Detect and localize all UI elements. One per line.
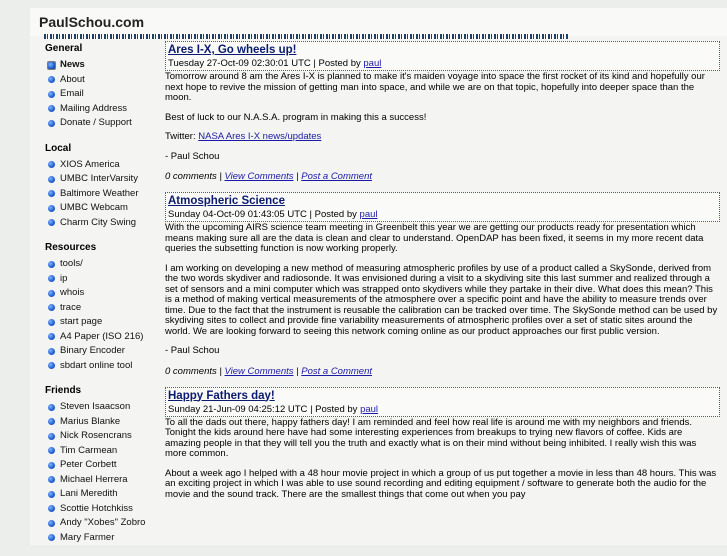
sidebar-item-label: XIOS America xyxy=(60,158,120,170)
post-comment-link[interactable]: Post a Comment xyxy=(301,171,372,182)
sidebar-heading: General xyxy=(45,43,83,54)
sidebar-item-umbc-webcam[interactable] xyxy=(30,201,162,216)
bullet-icon xyxy=(48,219,55,226)
post-comment-link[interactable]: Post a Comment xyxy=(301,365,372,377)
sidebar-item-about[interactable] xyxy=(30,73,162,88)
sidebar-item-label: News xyxy=(60,59,85,70)
author-link[interactable]: paul xyxy=(359,209,378,220)
post-signature: - Paul Schou xyxy=(165,345,220,356)
bullet-icon xyxy=(48,348,55,355)
bullet-icon xyxy=(48,447,55,454)
post-paragraph: I am working on developing a new method of measuring atmospheric profiles by use of a product called a SkySonde, derived from the two words skydiver and radiosonde. It was envisioned during a visit to a skydiving site this last summer and realized through a set of sensors and a mini computer which was strapped onto skydivers while they partake in their dive. What does this mean? This is a method of making vertical measurements of the atmosphere over a specific point and have the ability to measure trends over time. Due to the fact that the instrument is reusable the calibration can be tracked over time. The SkySonde method can be used by skydiving sites to collect and provide fine variability measurements of atmospheric profiles over a set of static sites around the world. We are looking forward to seeing this network coming online as our product approaches our first public version. xyxy=(165,262,718,337)
post-date: Sunday 04-Oct-09 01:43:05 UTC xyxy=(168,209,307,220)
sidebar-item-trace[interactable] xyxy=(30,301,162,316)
sidebar-item-label: A4 Paper (ISO 216) xyxy=(60,330,144,342)
sidebar-item-andy-xobes-zobro[interactable] xyxy=(30,516,162,531)
sidebar-item-nick-rosencrans[interactable] xyxy=(30,429,162,444)
post-footer: 0 comments | View Comments | Post a Comment xyxy=(165,171,372,182)
post-body xyxy=(165,72,720,162)
post-title-link[interactable]: Happy Fathers day! xyxy=(168,389,275,402)
post-header xyxy=(165,41,720,71)
blog-post xyxy=(165,41,720,182)
bullet-icon xyxy=(48,261,55,268)
sidebar-section-local xyxy=(30,142,162,231)
post-paragraph: Tomorrow around 8 am the Ares I-X is planned to make it's maiden voyage into space the first rocket of its kind and hopefully our next hope to revive the mission of getting man into space, and while we are on that topic, hopefully into deeper space than the moon. xyxy=(165,71,705,103)
bullet-icon xyxy=(48,62,55,69)
sidebar-item-label: whois xyxy=(60,287,85,298)
sidebar-item-label: UMBC InterVarsity xyxy=(60,173,138,184)
sidebar-list xyxy=(30,257,162,373)
sidebar-list xyxy=(30,158,162,231)
bullet-icon xyxy=(48,333,55,340)
bullet-icon xyxy=(48,418,55,425)
post-paragraph: To all the dads out there, happy fathers day! I am reminded and feel how real life is around me with my neighbors and friends. Tonight the kids around here have had some interesting experiences from breakups to trying new flavors of coffee. Kids are amazing people in that they will tell you the truth and exactly what is on their mind without being inhibited. I really wish this was more common. xyxy=(165,416,697,459)
sidebar-item-label: Steven Isaacson xyxy=(60,401,131,412)
post-paragraph: About a week ago I helped with a 48 hour movie project in which a group of us put together a movie in less than 48 hours. This was an exciting project in which I was able to use sound recording and editing equipment / software to generate both the audio for the movie and the sound track. There are the smallest things that come out when you pay xyxy=(165,467,717,500)
bullet-icon xyxy=(48,190,55,197)
post-header xyxy=(165,387,720,417)
post-paragraph: Best of luck to our N.A.S.A. program in making this a success! xyxy=(165,111,427,123)
sidebar-item-label: sbdart online tool xyxy=(60,359,133,371)
comments-count: 0 comments xyxy=(165,171,217,182)
sidebar-item-tools[interactable] xyxy=(30,257,162,272)
bullet-icon xyxy=(48,304,55,311)
sidebar-item-label: ip xyxy=(60,272,68,284)
sidebar-list xyxy=(30,58,162,131)
sidebar-item-scottie-hotchkiss[interactable] xyxy=(30,502,162,517)
author-link[interactable]: paul xyxy=(360,403,379,415)
sidebar-item-charm-city-swing[interactable] xyxy=(30,216,162,231)
bullet-icon xyxy=(48,275,55,282)
sidebar-item-label: Mary Farmer xyxy=(60,531,115,543)
view-comments-link[interactable]: View Comments xyxy=(224,171,294,182)
sidebar-item-xios-america[interactable] xyxy=(30,158,162,173)
sidebar-section-general xyxy=(30,42,162,131)
bullet-icon xyxy=(48,433,55,440)
bullet-icon xyxy=(48,105,55,112)
bullet-icon xyxy=(48,491,55,498)
sidebar-item-label: Tim Carmean xyxy=(60,444,118,456)
bullet-icon xyxy=(48,534,55,541)
sidebar-section-friends xyxy=(30,384,162,545)
post-title-link[interactable]: Atmospheric Science xyxy=(168,195,285,207)
sidebar-item-start-page[interactable] xyxy=(30,315,162,330)
sidebar-item-label: Marius Blanke xyxy=(60,415,121,427)
sidebar-item-label: Nick Rosencrans xyxy=(60,430,132,441)
bullet-icon xyxy=(48,91,55,98)
post-title-link[interactable]: Ares I-X, Go wheels up! xyxy=(168,44,297,56)
sidebar-item-a4-paper-iso-216[interactable] xyxy=(30,330,162,345)
sidebar-item-label: Michael Herrera xyxy=(60,473,128,485)
post-meta xyxy=(168,209,717,221)
sidebar-item-label: Peter Corbett xyxy=(60,459,117,470)
bullet-icon xyxy=(48,520,55,527)
sidebar-item-peter-corbett[interactable] xyxy=(30,458,162,473)
bullet-icon xyxy=(48,362,55,369)
twitter-label: Twitter: xyxy=(165,131,196,142)
post-header xyxy=(165,192,720,222)
sidebar-item-mailing-address[interactable] xyxy=(30,102,162,117)
post-signature: - Paul Schou xyxy=(165,150,220,162)
sidebar-heading: Local xyxy=(45,142,72,154)
sidebar-item-label: trace xyxy=(60,301,82,313)
sidebar-list xyxy=(30,400,162,545)
twitter-line xyxy=(165,132,720,143)
bullet-icon xyxy=(48,462,55,469)
bullet-icon xyxy=(48,120,55,127)
post-body xyxy=(165,418,720,501)
main-content xyxy=(165,41,720,510)
sidebar xyxy=(30,42,162,556)
comments-count: 0 comments xyxy=(165,365,217,377)
bullet-icon xyxy=(48,205,55,212)
bullet-icon xyxy=(48,76,55,83)
sidebar-item-sbdart-online-tool[interactable] xyxy=(30,359,162,374)
blog-post xyxy=(165,387,720,501)
sidebar-item-label: Lani Meredith xyxy=(60,488,118,499)
post-paragraph: With the upcoming AIRS science team meeting in Greenbelt this year we are getting our products ready for presentation which means making sure all are the data is clean and clear to understand. OpenDAP has been fixed, it seems in my more recent data queries the subsetting function is now working properly. xyxy=(165,222,704,254)
sidebar-item-label: UMBC Webcam xyxy=(60,202,128,213)
sidebar-item-label: Email xyxy=(60,88,84,99)
blog-post xyxy=(165,192,720,377)
post-date: Sunday 21-Jun-09 04:25:12 UTC xyxy=(168,403,308,415)
bullet-icon xyxy=(48,161,55,168)
sidebar-item-donate-support[interactable] xyxy=(30,116,162,131)
sidebar-item-binary-encoder[interactable] xyxy=(30,344,162,359)
header-divider xyxy=(44,34,568,39)
post-footer: 0 comments | View Comments | Post a Comment xyxy=(165,365,372,377)
sidebar-item-lani-meredith[interactable] xyxy=(30,487,162,502)
bullet-icon xyxy=(48,505,55,512)
bullet-icon xyxy=(48,319,55,326)
bullet-icon xyxy=(48,404,55,411)
post-meta xyxy=(168,58,717,70)
post-meta xyxy=(168,404,717,416)
sidebar-heading: Friends xyxy=(45,385,82,396)
page xyxy=(30,8,727,545)
sidebar-item-label: Baltimore Weather xyxy=(60,187,139,199)
sidebar-item-michael-herrera[interactable] xyxy=(30,473,162,488)
sidebar-item-label: start page xyxy=(60,316,103,327)
sidebar-item-label: Scottie Hotchkiss xyxy=(60,502,133,514)
sidebar-item-steven-isaacson[interactable] xyxy=(30,400,162,415)
sidebar-item-news[interactable] xyxy=(30,58,162,73)
sidebar-item-email[interactable] xyxy=(30,87,162,102)
sidebar-item-baltimore-weather[interactable] xyxy=(30,187,162,202)
post-body xyxy=(165,223,720,357)
sidebar-heading: Resources xyxy=(45,242,97,253)
bullet-icon xyxy=(48,290,55,297)
post-date: Tuesday 27-Oct-09 02:30:01 UTC xyxy=(168,58,311,69)
author-link[interactable]: paul xyxy=(363,58,382,69)
sidebar-item-umbc-intervarsity[interactable] xyxy=(30,172,162,187)
sidebar-item-label: Andy "Xobes" Zobro xyxy=(60,517,146,528)
view-comments-link[interactable]: View Comments xyxy=(224,365,294,377)
sidebar-item-label: tools/ xyxy=(60,258,83,269)
sidebar-item-label: Charm City Swing xyxy=(60,216,137,228)
sidebar-item-label: Mailing Address xyxy=(60,102,128,114)
bullet-icon xyxy=(48,476,55,483)
sidebar-section-resources xyxy=(30,241,162,373)
sidebar-item-marius-blanke[interactable] xyxy=(30,415,162,430)
sidebar-item-label: Donate / Support xyxy=(60,117,132,128)
header xyxy=(30,8,727,36)
sidebar-item-label: Binary Encoder xyxy=(60,345,125,356)
bullet-icon xyxy=(48,176,55,183)
posted-by-label: | Posted by xyxy=(310,403,358,415)
sidebar-item-whois[interactable] xyxy=(30,286,162,301)
site-title[interactable]: PaulSchou.com xyxy=(39,14,145,30)
sidebar-item-label: About xyxy=(60,73,85,85)
sidebar-item-ip[interactable] xyxy=(30,272,162,287)
posted-by-label: | Posted by xyxy=(309,209,357,220)
posted-by-label: | Posted by xyxy=(313,58,361,69)
sidebar-item-tim-carmean[interactable] xyxy=(30,444,162,459)
twitter-link[interactable]: NASA Ares I-X news/updates xyxy=(198,131,322,142)
sidebar-item-mary-farmer[interactable] xyxy=(30,531,162,546)
